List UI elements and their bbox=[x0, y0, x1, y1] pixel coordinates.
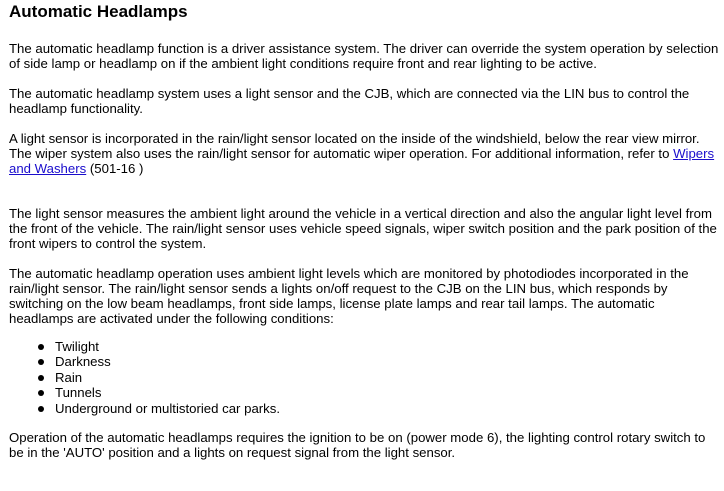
bullet-icon bbox=[38, 406, 44, 412]
list-item bbox=[9, 339, 724, 354]
list-item-label: Twilight bbox=[55, 339, 99, 354]
list-item bbox=[9, 385, 724, 400]
bullet-icon bbox=[38, 359, 44, 365]
bullet-icon bbox=[38, 375, 44, 381]
list-item bbox=[9, 354, 724, 369]
wipers-and-washers-link[interactable]: Wipers and Washers bbox=[9, 146, 715, 176]
list-item-label: Tunnels bbox=[55, 385, 102, 401]
paragraph-operation: The automatic headlamp operation uses ambient light levels which are monitored by photodiodes incorporated in the rain/light sensor. The rain/light sensor sends a lights on/off request to the CJB on the LIN bus, which responds by switching on the low beam headlamps, front side lamps, license plate lamps and rear tail lamps. The automatic headlamps are activated under the following conditions: bbox=[9, 266, 689, 326]
paragraph-system: The automatic headlamp system uses a light sensor and the CJB, which are connected via the LIN bus to control the headlamp functionality. bbox=[9, 86, 690, 116]
bullet-icon bbox=[38, 390, 44, 396]
page-title: Automatic Headlamps bbox=[9, 2, 188, 21]
list-item bbox=[9, 401, 724, 416]
bullet-icon bbox=[38, 344, 44, 350]
conditions-list bbox=[9, 339, 724, 416]
paragraph-light-sensor-ref: (501-16 ) bbox=[86, 161, 144, 176]
paragraph-requirements: Operation of the automatic headlamps requires the ignition to be on (power mode 6), the lighting control rotary switch to be in the 'AUTO' position and a lights on request signal from the light sensor. bbox=[9, 430, 706, 461]
paragraph-override: The automatic headlamp function is a driver assistance system. The driver can override the system operation by selection of side lamp or headlamp on if the ambient light conditions require front and rear lighting to be active. bbox=[9, 41, 719, 71]
list-item-label: Underground or multistoried car parks. bbox=[55, 400, 281, 416]
list-item-label: Darkness bbox=[55, 354, 111, 370]
paragraph-measurement: The light sensor measures the ambient light around the vehicle in a vertical direction and also the angular light level from the front of the vehicle. The rain/light sensor uses vehicle speed signals, wiper switch position and the park position of the front wipers to control the system. bbox=[9, 206, 717, 251]
paragraph-light-sensor-text: A light sensor is incorporated in the rain/light sensor located on the inside of the windshield, below the rear view mirror. The wiper system also uses the rain/light sensor for automatic wiper operation. For additional information, refer to bbox=[9, 131, 700, 161]
list-item-label: Rain bbox=[55, 369, 83, 385]
list-item bbox=[9, 370, 724, 385]
paragraph-light-sensor bbox=[9, 131, 721, 176]
